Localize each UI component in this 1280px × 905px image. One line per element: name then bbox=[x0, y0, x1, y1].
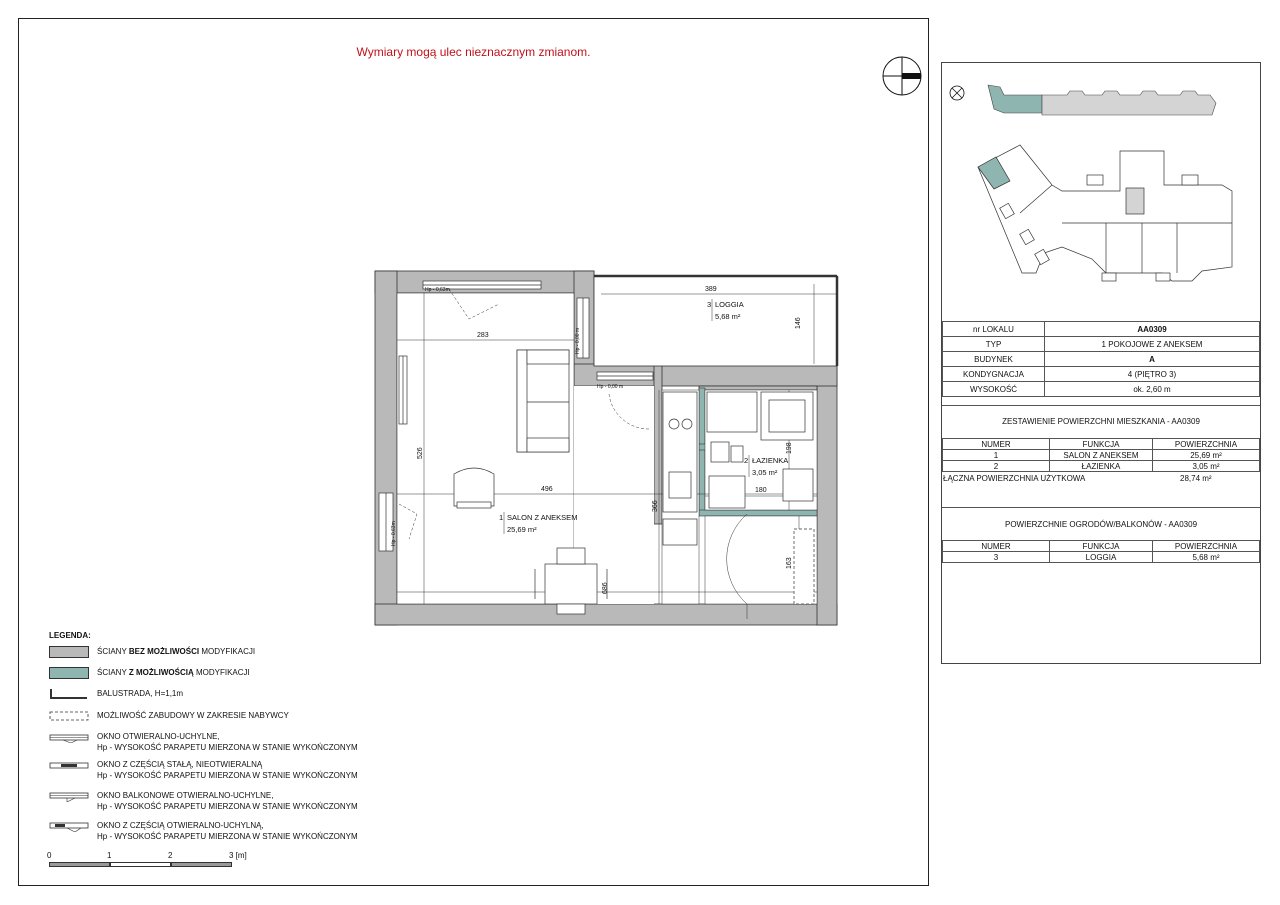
table-row: 1 SALON Z ANEKSEM 25,69 m² bbox=[943, 450, 1260, 461]
dim-salon-height: 526 bbox=[417, 447, 424, 459]
table-row: 3 LOGGIA 5,68 m² bbox=[943, 552, 1260, 563]
legend-item-window-fixed: OKNO Z CZĘŚCIĄ STAŁĄ, NIEOTWIERALNĄ Hp - WYSOKOŚĆ PARAPETU MIERZONA W STANIE WYKOŃCZONYM bbox=[49, 759, 389, 781]
scale-label-1: 1 bbox=[107, 851, 112, 860]
dim-salon-width: 496 bbox=[541, 486, 553, 493]
dimensions-notice: Wymiary mogą ulec nieznacznym zmianom. bbox=[356, 45, 591, 59]
dim-kitchen-height: 366 bbox=[652, 500, 659, 512]
svg-text:2: 2 bbox=[744, 456, 749, 465]
dim-salon-upper: 283 bbox=[477, 332, 489, 339]
legend-item-window-tilt: OKNO OTWIERALNO-UCHYLNE, Hp - WYSOKOŚĆ PARAPETU MIERZONA W STANIE WYKOŃCZONYM bbox=[49, 731, 389, 753]
areas-header: NUMER FUNKCJA POWIERZCHNIA bbox=[943, 439, 1260, 450]
legend-item-modifiable-walls: ŚCIANY Z MOŻLIWOŚCIĄ MODYFIKACJI bbox=[49, 667, 389, 679]
legend-item-fixed-walls: ŚCIANY BEZ MOŻLIWOŚCI MODYFIKACJI bbox=[49, 646, 389, 658]
dim-bottom: 686 bbox=[602, 582, 609, 594]
scale-label-0: 0 bbox=[47, 851, 52, 860]
svg-text:LOGGIA: LOGGIA bbox=[715, 300, 744, 309]
window-label-left: Hp - 0,63m bbox=[391, 521, 397, 546]
legend-item-balcony-window: OKNO BALKONOWE OTWIERALNO-UCHYLNE, Hp - WYSOKOŚĆ PARAPETU MIERZONA W STANIE WYKOŃCZONYM bbox=[49, 790, 389, 812]
balconies-title: POWIERZCHNIE OGRODÓW/BALKONÓW - AA0309 bbox=[1004, 520, 1198, 529]
window-label-top: Hp - 0,63m bbox=[425, 287, 450, 293]
svg-text:ŁAZIENKA: ŁAZIENKA bbox=[752, 456, 789, 465]
window-label-balcony: Hp - 0,00 m bbox=[597, 384, 624, 390]
areas-title: ZESTAWIENIE POWIERZCHNI MIESZKANIA - AA0309 bbox=[1002, 417, 1200, 426]
floor-plan bbox=[369, 264, 849, 634]
table-row: 2 ŁAZIENKA 3,05 m² bbox=[943, 461, 1260, 472]
key-plan bbox=[942, 63, 1260, 315]
balconies-header: NUMER FUNKCJA POWIERZCHNIA bbox=[943, 541, 1260, 552]
svg-text:SALON Z ANEKSEM: SALON Z ANEKSEM bbox=[507, 513, 578, 522]
info-row-height: WYSOKOŚĆ ok. 2,60 m bbox=[943, 382, 1260, 397]
dim-loggia-width: 389 bbox=[705, 286, 717, 293]
info-row-unit: nr LOKALU AA0309 bbox=[943, 322, 1260, 337]
legend-item-balustrade: BALUSTRADA, H=1,1m bbox=[49, 688, 389, 700]
svg-text:1: 1 bbox=[499, 513, 504, 522]
legend-item-window-partial: OKNO Z CZĘŚCIĄ OTWIERALNO-UCHYLNĄ, Hp - WYSOKOŚĆ PARAPETU MIERZONA W STANIE WYKOŃCZONYM bbox=[49, 820, 389, 842]
orientation-icon bbox=[950, 86, 964, 100]
floor-outline bbox=[978, 145, 1232, 281]
window-fixed-icon bbox=[49, 759, 89, 771]
info-panel: nr LOKALU AA0309 TYP 1 POKOJOWE Z ANEKSEM BUDYNEK A KONDYGNACJA 4 (PIĘTRO 3) WYSOKOŚĆ ok. 2,60 m ZESTAWIENIE POWIERZCHNI MIESZKANIA - AA0309 NUMER FUNKCJA POWIERZCHNIA 1 SALON Z ANEKSEM 25,69 m² 2 ŁAZIENKA 3,05 m² ŁĄCZNA POWIERZCHNIA UŻYTKOWA 28,74 m² POWIERZCHNIE OGRODÓW/BALKONÓW - AA0309 NUMER FUNKCJA POWIERZCHNIA 3 LOGGIA 5,68 m² bbox=[941, 62, 1261, 664]
legend bbox=[49, 631, 358, 841]
areas-table bbox=[942, 438, 1260, 472]
balcony-window-icon bbox=[49, 790, 89, 802]
window-tilt-icon bbox=[49, 731, 89, 743]
info-row-floor: KONDYGNACJA 4 (PIĘTRO 3) bbox=[943, 367, 1260, 382]
balconies-table bbox=[942, 540, 1260, 563]
building-strip bbox=[988, 85, 1216, 115]
svg-text:25,69 m²: 25,69 m² bbox=[507, 525, 537, 534]
dim-corridor: 163 bbox=[786, 557, 793, 569]
window-label-loggia: Hp - 0,00 m bbox=[575, 327, 581, 354]
window-partial-icon bbox=[49, 820, 89, 832]
svg-text:3: 3 bbox=[707, 300, 712, 309]
dashed-outline-icon bbox=[49, 710, 89, 722]
north-arrow-icon bbox=[881, 55, 923, 97]
dim-loggia-depth: 146 bbox=[795, 317, 802, 329]
info-row-type: TYP 1 POKOJOWE Z ANEKSEM bbox=[943, 337, 1260, 352]
info-row-building: BUDYNEK A bbox=[943, 352, 1260, 367]
svg-text:5,68 m²: 5,68 m² bbox=[715, 312, 741, 321]
scale-bar bbox=[49, 851, 249, 871]
drawing-frame bbox=[18, 18, 929, 886]
scale-label-2: 2 bbox=[168, 851, 173, 860]
unit-info-table bbox=[942, 321, 1260, 397]
legend-item-buildout: MOŻLIWOŚĆ ZABUDOWY W ZAKRESIE NABYWCY bbox=[49, 710, 389, 722]
svg-text:3,05 m²: 3,05 m² bbox=[752, 468, 778, 477]
dim-bath-width: 180 bbox=[755, 487, 767, 494]
scale-label-3: 3 [m] bbox=[229, 851, 247, 860]
dim-bath-height: 198 bbox=[786, 442, 793, 454]
balustrade-icon bbox=[49, 688, 89, 700]
legend-title: LEGENDA: bbox=[49, 631, 91, 640]
